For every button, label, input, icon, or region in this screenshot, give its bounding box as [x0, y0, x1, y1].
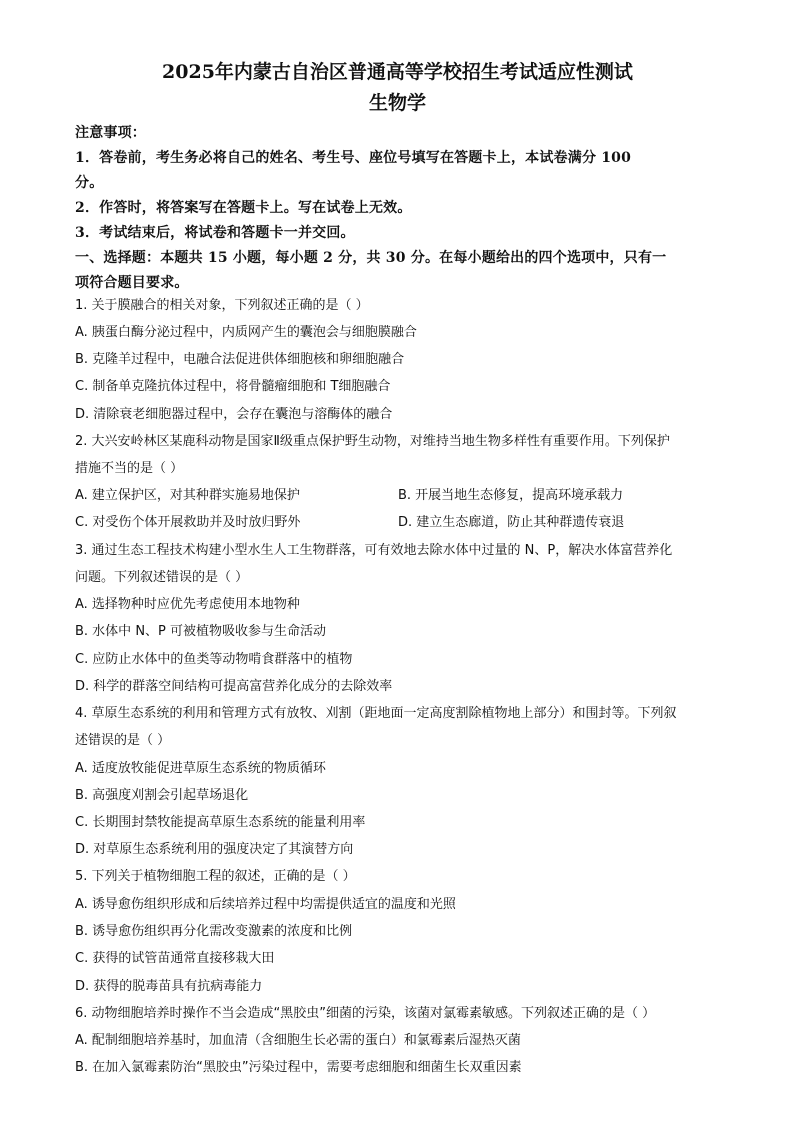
- exam-title: 2025年内蒙古自治区普通高等学校招生考试适应性测试: [162, 61, 633, 83]
- subject-title: 生物学: [368, 92, 426, 114]
- question-4-option-c: C. 长期围封禁牧能提高草原生态系统的能量利用率: [75, 815, 366, 830]
- notice-item-1: 1．答卷前，考生务必将自己的姓名、考生号、座位号填写在答题卡上，本试卷满分 100: [75, 150, 632, 166]
- question-3-stem-cont: 问题。下列叙述错误的是（ ）: [75, 570, 249, 585]
- section-heading-cont: 项符合题目要求。: [75, 275, 189, 291]
- question-3-option-b: B. 水体中 N、P 可被植物吸收参与生命活动: [75, 624, 327, 639]
- question-1-option-d: D. 清除衰老细胞器过程中，会存在囊泡与溶酶体的融合: [75, 407, 393, 422]
- question-4-option-b: B. 高强度刈割会引起草场退化: [75, 788, 249, 803]
- question-2-option-c: C. 对受伤个体开展救助并及时放归野外: [75, 515, 301, 530]
- question-3-option-d: D. 科学的群落空间结构可提高富营养化成分的去除效率: [75, 679, 393, 694]
- question-3-stem: 3. 通过生态工程技术构建小型水生人工生物群落，可有效地去除水体中过量的 N、P，解决水体富营养化: [75, 543, 673, 558]
- question-2-stem-cont: 措施不当的是（ ）: [75, 461, 184, 476]
- question-1-option-a: A. 胰蛋白酶分泌过程中，内质网产生的囊泡会与细胞膜融合: [75, 325, 417, 340]
- question-1-option-b: B. 克隆羊过程中，电融合法促进供体细胞核和卵细胞融合: [75, 352, 405, 367]
- notice-item-3: 3．考试结束后，将试卷和答题卡一并交回。: [75, 225, 355, 241]
- question-1-stem: 1. 关于膜融合的相关对象，下列叙述正确的是（ ）: [75, 298, 369, 313]
- question-5-option-a: A. 诱导愈伤组织形成和后续培养过程中均需提供适宜的温度和光照: [75, 897, 456, 912]
- question-5-option-c: C. 获得的试管苗通常直接移栽大田: [75, 951, 275, 966]
- question-4-option-a: A. 适度放牧能促进草原生态系统的物质循环: [75, 761, 326, 776]
- question-5-option-d: D. 获得的脱毒苗具有抗病毒能力: [75, 979, 263, 994]
- section-heading: 一、选择题：本题共 15 小题，每小题 2 分，共 30 分。在每小题给出的四个选项中，只有一: [75, 250, 667, 266]
- notice-item-1-cont: 分。: [75, 175, 104, 191]
- question-6-option-b: B. 在加入氯霉素防治“黑胶虫”污染过程中，需要考虑细胞和细菌生长双重因素: [75, 1060, 522, 1075]
- question-3-option-a: A. 选择物种时应优先考虑使用本地物种: [75, 597, 300, 612]
- notice-item-2: 2．作答时，将答案写在答题卡上。写在试卷上无效。: [75, 200, 412, 216]
- question-4-option-d: D. 对草原生态系统利用的强度决定了其演替方向: [75, 842, 354, 857]
- question-3-option-c: C. 应防止水体中的鱼类等动物啃食群落中的植物: [75, 652, 353, 667]
- question-1-option-c: C. 制备单克隆抗体过程中，将骨髓瘤细胞和 T细胞融合: [75, 379, 391, 394]
- question-6-stem: 6. 动物细胞培养时操作不当会造成“黑胶虫”细菌的污染，该菌对氯霉素敏感。下列叙述正确的是（ ）: [75, 1006, 656, 1021]
- question-4-stem-cont: 述错误的是（ ）: [75, 733, 171, 748]
- question-5-stem: 5. 下列关于植物细胞工程的叙述，正确的是（ ）: [75, 869, 356, 884]
- question-2-option-d: D. 建立生态廊道，防止其种群遗传衰退: [398, 515, 625, 530]
- question-6-option-a: A. 配制细胞培养基时，加血清（含细胞生长必需的蛋白）和氯霉素后湿热灭菌: [75, 1033, 521, 1048]
- question-2-stem: 2. 大兴安岭林区某鹿科动物是国家Ⅱ级重点保护野生动物，对维持当地生物多样性有重要作用。下列保护: [75, 434, 670, 449]
- question-2-option-a: A. 建立保护区，对其种群实施易地保护: [75, 488, 300, 503]
- question-4-stem: 4. 草原生态系统的利用和管理方式有放牧、刈割（距地面一定高度割除植物地上部分）和围封等。下列叙: [75, 706, 677, 721]
- notice-heading: 注意事项：: [75, 125, 146, 141]
- question-2-option-b: B. 开展当地生态修复，提高环境承载力: [398, 488, 624, 503]
- question-5-option-b: B. 诱导愈伤组织再分化需改变激素的浓度和比例: [75, 924, 353, 939]
